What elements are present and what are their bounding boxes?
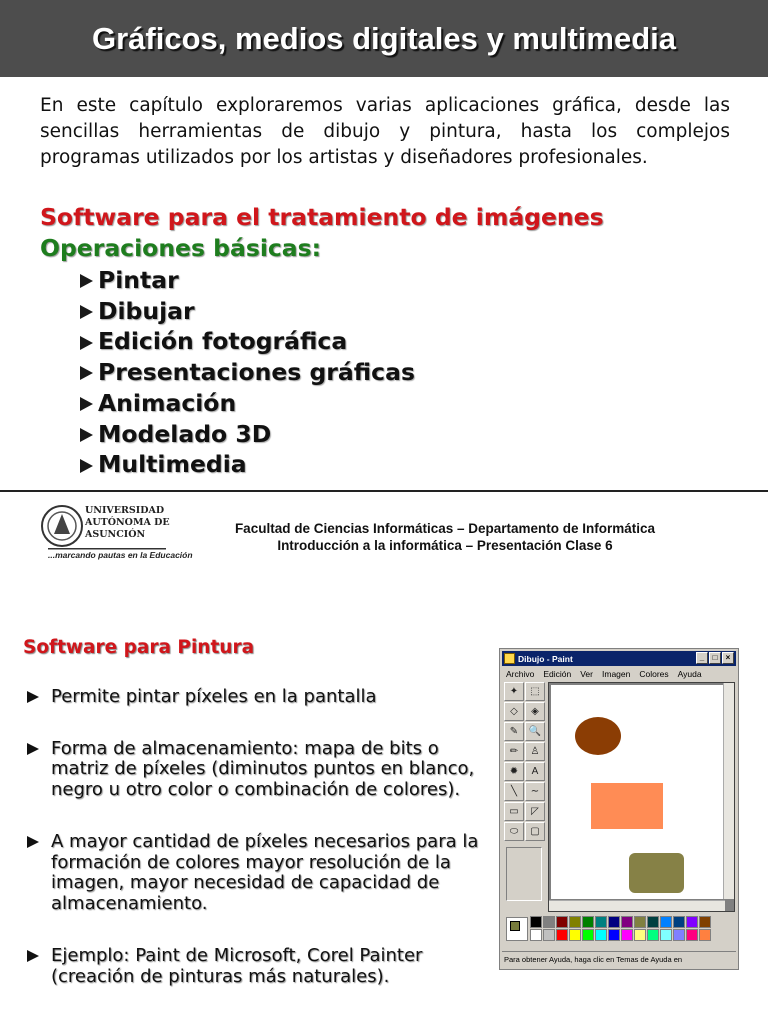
- color-swatch[interactable]: [569, 916, 581, 928]
- vertical-scrollbar[interactable]: [723, 683, 734, 899]
- pencil-tool-icon[interactable]: ✏: [504, 742, 524, 761]
- paint-canvas[interactable]: [551, 685, 723, 899]
- text-tool-icon[interactable]: A: [525, 762, 545, 781]
- brown-ellipse-shape: [575, 717, 621, 755]
- fill-tool-icon[interactable]: ◈: [525, 702, 545, 721]
- color-swatch[interactable]: [556, 916, 568, 928]
- menu-ayuda[interactable]: Ayuda: [677, 669, 702, 679]
- color-swatch[interactable]: [647, 929, 659, 941]
- menu-edicion[interactable]: Edición: [543, 669, 572, 679]
- list-item: Presentaciones gráficas: [80, 357, 415, 388]
- list-item: A mayor cantidad de píxeles necesarios para la formación de colores mayor resolución de la imagen, mayor necesidad de capacidad de almacenamiento.: [27, 832, 482, 914]
- color-swatch[interactable]: [621, 929, 633, 941]
- menu-archivo[interactable]: Archivo: [506, 669, 535, 679]
- brush-tool-icon[interactable]: ♙: [525, 742, 545, 761]
- university-name: UNIVERSIDAD AUTÓNOMA DE ASUNCIÓN: [85, 505, 170, 540]
- list-item: Animación: [80, 388, 415, 419]
- paint-titlebar: [502, 651, 736, 666]
- bullet-arrow-icon: [27, 836, 39, 848]
- color-swatch[interactable]: [543, 929, 555, 941]
- rect-select-tool-icon[interactable]: ⬚: [525, 682, 545, 701]
- bullet-arrow-icon: [80, 428, 93, 442]
- operations-list: [80, 265, 415, 480]
- bullet-arrow-icon: [80, 336, 93, 350]
- section-heading-basic-operations: Operaciones básicas:: [40, 234, 322, 262]
- menu-colores[interactable]: Colores: [639, 669, 669, 679]
- slide2-title: Software para Pintura: [23, 637, 255, 658]
- menu-ver[interactable]: Ver: [580, 669, 593, 679]
- eraser-tool-icon[interactable]: ◇: [504, 702, 524, 721]
- list-item: Ejemplo: Paint de Microsoft, Corel Painter (creación de pinturas más naturales).: [27, 946, 482, 987]
- tool-options-box[interactable]: [506, 847, 542, 901]
- color-palette: [504, 915, 736, 945]
- color-swatch[interactable]: [608, 916, 620, 928]
- university-tagline: ...marcando pautas en la Educación: [48, 550, 193, 560]
- bullet-arrow-icon: [80, 366, 93, 380]
- color-swatch[interactable]: [530, 916, 542, 928]
- color-swatch[interactable]: [543, 916, 555, 928]
- footer-line-faculty: Facultad de Ciencias Informáticas – Departamento de Informática: [234, 521, 656, 536]
- list-item: Modelado 3D: [80, 419, 415, 450]
- polygon-tool-icon[interactable]: ◸: [525, 802, 545, 821]
- paint-menubar: [502, 667, 736, 681]
- slide-divider: [0, 490, 768, 492]
- color-swatch[interactable]: [634, 916, 646, 928]
- close-button[interactable]: ×: [722, 652, 734, 664]
- free-select-tool-icon[interactable]: ✦: [504, 682, 524, 701]
- rounded-rect-tool-icon[interactable]: ▢: [525, 822, 545, 841]
- status-bar: Para obtener Ayuda, haga clic en Temas de Ayuda en: [502, 951, 736, 967]
- color-swatch[interactable]: [660, 916, 672, 928]
- color-swatch[interactable]: [647, 916, 659, 928]
- section-heading-image-software: Software para el tratamiento de imágenes: [40, 203, 604, 231]
- color-swatch[interactable]: [699, 916, 711, 928]
- color-swatch[interactable]: [621, 916, 633, 928]
- palette-swatches: [530, 916, 711, 941]
- list-item: Dibujar: [80, 296, 415, 327]
- color-swatch[interactable]: [582, 916, 594, 928]
- color-swatch[interactable]: [556, 929, 568, 941]
- bullet-arrow-icon: [27, 950, 39, 962]
- list-item: Forma de almacenamiento: mapa de bits o matriz de píxeles (diminutos puntos en blanco, negro u otro color o combinación de colores).: [27, 739, 482, 801]
- airbrush-tool-icon[interactable]: ✹: [504, 762, 524, 781]
- current-color-box: [506, 917, 528, 941]
- color-swatch[interactable]: [673, 929, 685, 941]
- paint-toolbox: [504, 682, 548, 842]
- list-item: Permite pintar píxeles en la pantalla: [27, 687, 482, 708]
- bullet-arrow-icon: [27, 743, 39, 755]
- color-swatch[interactable]: [569, 929, 581, 941]
- bullet-arrow-icon: [27, 691, 39, 703]
- color-swatch[interactable]: [699, 929, 711, 941]
- footer-line-course: Introducción a la informática – Presentación Clase 6: [277, 538, 613, 553]
- menu-imagen[interactable]: Imagen: [602, 669, 631, 679]
- curve-tool-icon[interactable]: ∼: [525, 782, 545, 801]
- bullet-arrow-icon: [80, 305, 93, 319]
- color-swatch[interactable]: [582, 929, 594, 941]
- color-swatch[interactable]: [608, 929, 620, 941]
- intro-paragraph: En este capítulo exploraremos varias aplicaciones gráfica, desde las sencillas herramientas de dibujo y pintura, hasta los complejos programas utilizados por los artistas y diseñadores profesionales.: [40, 95, 730, 168]
- rectangle-tool-icon[interactable]: ▭: [504, 802, 524, 821]
- bullet-arrow-icon: [80, 274, 93, 288]
- color-picker-tool-icon[interactable]: ✎: [504, 722, 524, 741]
- maximize-button[interactable]: □: [709, 652, 721, 664]
- color-swatch[interactable]: [686, 929, 698, 941]
- color-swatch[interactable]: [530, 929, 542, 941]
- slide-footer: [190, 520, 700, 554]
- paint-app-icon: [504, 653, 515, 664]
- bullet-arrow-icon: [80, 459, 93, 473]
- color-swatch[interactable]: [595, 929, 607, 941]
- slide-title: Gráficos, medios digitales y multimedia: [91, 20, 676, 56]
- orange-rectangle-shape: [591, 783, 663, 829]
- paint-canvas-area: [548, 682, 735, 912]
- line-tool-icon[interactable]: ╲: [504, 782, 524, 801]
- list-item: Pintar: [80, 265, 415, 296]
- color-swatch[interactable]: [634, 929, 646, 941]
- color-swatch[interactable]: [686, 916, 698, 928]
- slide-title-bar: [0, 0, 768, 77]
- paint-window: [499, 648, 739, 970]
- ellipse-tool-icon[interactable]: ⬭: [504, 822, 524, 841]
- olive-rounded-rectangle-shape: [629, 853, 684, 893]
- paint-window-title: Dibujo - Paint: [518, 653, 573, 664]
- list-item: Multimedia: [80, 449, 415, 480]
- horizontal-scrollbar[interactable]: [549, 900, 725, 911]
- bullet-arrow-icon: [80, 397, 93, 411]
- minimize-button[interactable]: _: [696, 652, 708, 664]
- list-item: Edición fotográfica: [80, 326, 415, 357]
- color-swatch[interactable]: [673, 916, 685, 928]
- paint-bullets: [27, 687, 482, 1019]
- color-swatch[interactable]: [660, 929, 672, 941]
- color-swatch[interactable]: [595, 916, 607, 928]
- magnifier-tool-icon[interactable]: 🔍: [525, 722, 545, 741]
